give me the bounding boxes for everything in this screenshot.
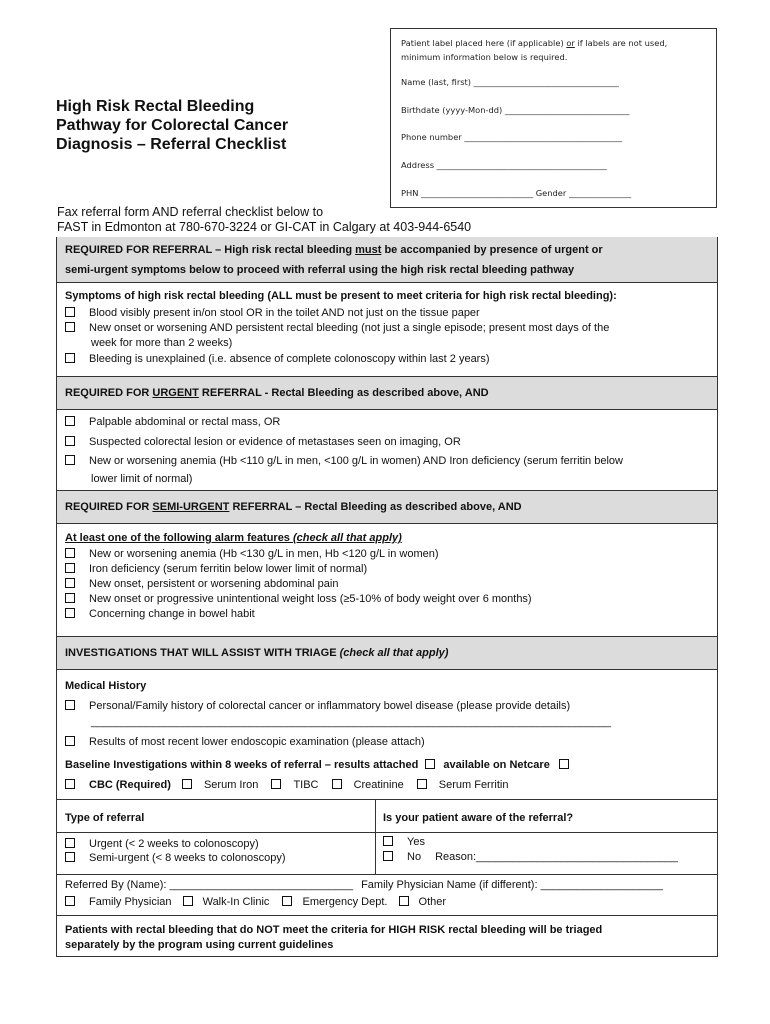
checkbox[interactable]: [65, 578, 75, 588]
test-label: Serum Ferritin: [438, 779, 509, 791]
investigations-header: [57, 636, 717, 670]
urgent-item-cont: lower limit of normal): [91, 473, 193, 485]
divider: [57, 915, 717, 916]
divider: [375, 799, 376, 874]
phn-gender-field[interactable]: PHN ___________________________ Gender _______________: [401, 188, 632, 198]
symptom-item[interactable]: [65, 307, 480, 319]
test-label: CBC (Required): [89, 779, 171, 791]
alarm-title: At least one of the following alarm features (check all that apply): [65, 532, 402, 544]
urgent-label: New or worsening anemia (Hb <110 g/L in men, <100 g/L in women) AND Iron deficiency (serum ferritin below: [89, 455, 623, 467]
history-label: Personal/Family history of colorectal cancer or inflammatory bowel disease (please provide details): [89, 700, 571, 712]
aware-no-label: No: [407, 851, 422, 863]
checkbox[interactable]: [65, 548, 75, 558]
checkbox[interactable]: [65, 353, 75, 363]
checkbox[interactable]: [383, 851, 393, 861]
fax-line: FAST in Edmonton at 780-670-3224 or GI-CAT in Calgary at 403-944-6540: [57, 220, 472, 234]
checkbox[interactable]: [65, 416, 75, 426]
aware-yes-label: Yes: [407, 836, 425, 848]
phone-field[interactable]: Phone number ______________________________________: [401, 132, 622, 142]
test-label: Serum Iron: [203, 779, 259, 791]
urgent-referral-header: [57, 376, 717, 410]
test-label: Creatinine: [353, 779, 404, 791]
required-header-line-1: REQUIRED FOR REFERRAL – High risk rectal bleeding must be accompanied by presence of urgent or: [65, 244, 603, 256]
patient-label-box[interactable]: [390, 28, 717, 208]
checkbox[interactable]: [383, 836, 393, 846]
checkbox[interactable]: [399, 896, 409, 906]
title-line: High Risk Rectal Bleeding: [56, 98, 255, 115]
footer-note-line: separately by the program using current guidelines: [65, 939, 334, 951]
alarm-item[interactable]: [65, 563, 367, 575]
aware-yes[interactable]: [383, 836, 425, 848]
baseline-tests: [65, 779, 508, 791]
name-field[interactable]: Name (last, first) ___________________________________: [401, 77, 619, 87]
title-line: Pathway for Colorectal Cancer: [56, 117, 289, 134]
label-intro: Patient label placed here (if applicable) or if labels are not used,: [401, 38, 668, 48]
semi-urgent-referral-header: [57, 490, 717, 524]
aware-head: Is your patient aware of the referral?: [383, 812, 574, 824]
investigations-header-text: INVESTIGATIONS THAT WILL ASSIST WITH TRIAGE (check all that apply): [65, 647, 449, 659]
checkbox[interactable]: [65, 779, 75, 789]
fax-instructions: [57, 205, 577, 235]
alarm-label: New onset or progressive unintentional weight loss (≥5-10% of body weight over 6 months): [89, 593, 532, 605]
symptom-label: New onset or worsening AND persistent rectal bleeding (not just a single episode; present most days of the: [89, 322, 610, 334]
family-physician-name-field[interactable]: Family Physician Name (if different): ____________________: [361, 879, 663, 891]
alarm-item[interactable]: [65, 608, 255, 620]
urgent-item[interactable]: [65, 455, 623, 467]
referrer-option: Emergency Dept.: [302, 896, 388, 908]
title-line: Diagnosis – Referral Checklist: [56, 136, 287, 153]
checkbox[interactable]: [182, 779, 192, 789]
divider: [57, 874, 717, 875]
label-intro-2: minimum information below is required.: [401, 52, 568, 62]
checkbox[interactable]: [65, 307, 75, 317]
referred-by-row: [65, 879, 663, 891]
referral-type-item[interactable]: [65, 852, 286, 864]
referrer-option: Family Physician: [89, 896, 172, 908]
endoscopy-label: Results of most recent lower endoscopic examination (please attach): [89, 736, 425, 748]
type-of-referral-head: Type of referral: [65, 812, 145, 824]
fax-line: Fax referral form AND referral checklist below to: [57, 205, 324, 219]
urgent-label: Suspected colorectal lesion or evidence of metastases seen on imaging, OR: [89, 436, 461, 448]
checkbox[interactable]: [332, 779, 342, 789]
urgent-header-text: REQUIRED FOR URGENT REFERRAL - Rectal Bleeding as described above, AND: [65, 387, 489, 399]
referred-by-field[interactable]: Referred By (Name): ______________________________: [65, 879, 354, 891]
alarm-item[interactable]: [65, 593, 532, 605]
aware-no[interactable]: [383, 851, 678, 863]
urgent-item[interactable]: [65, 416, 280, 428]
required-header-line-2: semi-urgent symptoms below to proceed with referral using the high risk rectal bleeding pathway: [65, 264, 575, 276]
address-field[interactable]: Address _________________________________________: [401, 160, 607, 170]
checkbox[interactable]: [65, 700, 75, 710]
alarm-label: Concerning change in bowel habit: [89, 608, 255, 620]
referral-type-label: Urgent (< 2 weeks to colonoscopy): [89, 838, 259, 850]
semi-urgent-header-text: REQUIRED FOR SEMI-URGENT REFERRAL – Rectal Bleeding as described above, AND: [65, 501, 522, 513]
checkbox[interactable]: [282, 896, 292, 906]
symptom-item-cont: week for more than 2 weeks): [91, 337, 233, 349]
checkbox[interactable]: [183, 896, 193, 906]
symptom-item[interactable]: [65, 353, 490, 365]
checkbox[interactable]: [65, 322, 75, 332]
urgent-item[interactable]: [65, 436, 461, 448]
checkbox[interactable]: [65, 852, 75, 862]
medical-history-title: Medical History: [65, 680, 147, 692]
referral-type-label: Semi-urgent (< 8 weeks to colonoscopy): [89, 852, 286, 864]
symptoms-title: Symptoms of high risk rectal bleeding (ALL must be present to meet criteria for high risk rectal bleeding):: [65, 290, 617, 302]
checkbox[interactable]: [559, 759, 569, 769]
endoscopy-item[interactable]: [65, 736, 425, 748]
alarm-item[interactable]: [65, 578, 338, 590]
alarm-label: New onset, persistent or worsening abdominal pain: [89, 578, 339, 590]
checkbox[interactable]: [65, 593, 75, 603]
alarm-label: Iron deficiency (serum ferritin below lower limit of normal): [89, 563, 368, 575]
checkbox[interactable]: [417, 779, 427, 789]
baseline-investigations: Baseline Investigations within 8 weeks of referral – results attached available on Netcare: [65, 759, 569, 771]
checkbox[interactable]: [65, 436, 75, 446]
required-referral-header: [57, 237, 717, 283]
divider: [57, 799, 717, 800]
footer-note-line: Patients with rectal bleeding that do NOT meet the criteria for HIGH RISK rectal bleeding will be triaged: [65, 924, 603, 936]
alarm-label: New or worsening anemia (Hb <130 g/L in men, Hb <120 g/L in women): [89, 548, 439, 560]
history-details-line[interactable]: _____________________________________________________________________________________: [91, 716, 612, 728]
checkbox[interactable]: [65, 455, 75, 465]
page-title: [56, 97, 356, 154]
reason-field[interactable]: Reason:_________________________________: [435, 851, 678, 863]
referral-type-item[interactable]: [65, 838, 259, 850]
checkbox[interactable]: [271, 779, 281, 789]
alarm-item[interactable]: [65, 548, 439, 560]
checkbox[interactable]: [65, 736, 75, 746]
referral-checklist-form: [56, 237, 718, 957]
checkbox[interactable]: [65, 608, 75, 618]
test-label: TIBC: [293, 779, 319, 791]
checkbox[interactable]: [65, 838, 75, 848]
checkbox[interactable]: [65, 896, 75, 906]
symptom-item[interactable]: [65, 322, 609, 334]
symptom-label: Blood visibly present in/on stool OR in the toilet AND not just on the tissue paper: [89, 307, 480, 319]
checkbox[interactable]: [425, 759, 435, 769]
urgent-label: Palpable abdominal or rectal mass, OR: [89, 416, 281, 428]
divider: [57, 832, 717, 833]
referrer-type-row: [65, 896, 446, 908]
referrer-option: Walk-In Clinic: [202, 896, 270, 908]
birthdate-field[interactable]: Birthdate (yyyy-Mon-dd) ______________________________: [401, 105, 630, 115]
checkbox[interactable]: [65, 563, 75, 573]
history-item[interactable]: [65, 700, 570, 712]
referrer-option: Other: [418, 896, 447, 908]
symptom-label: Bleeding is unexplained (i.e. absence of complete colonoscopy within last 2 years): [89, 353, 490, 365]
